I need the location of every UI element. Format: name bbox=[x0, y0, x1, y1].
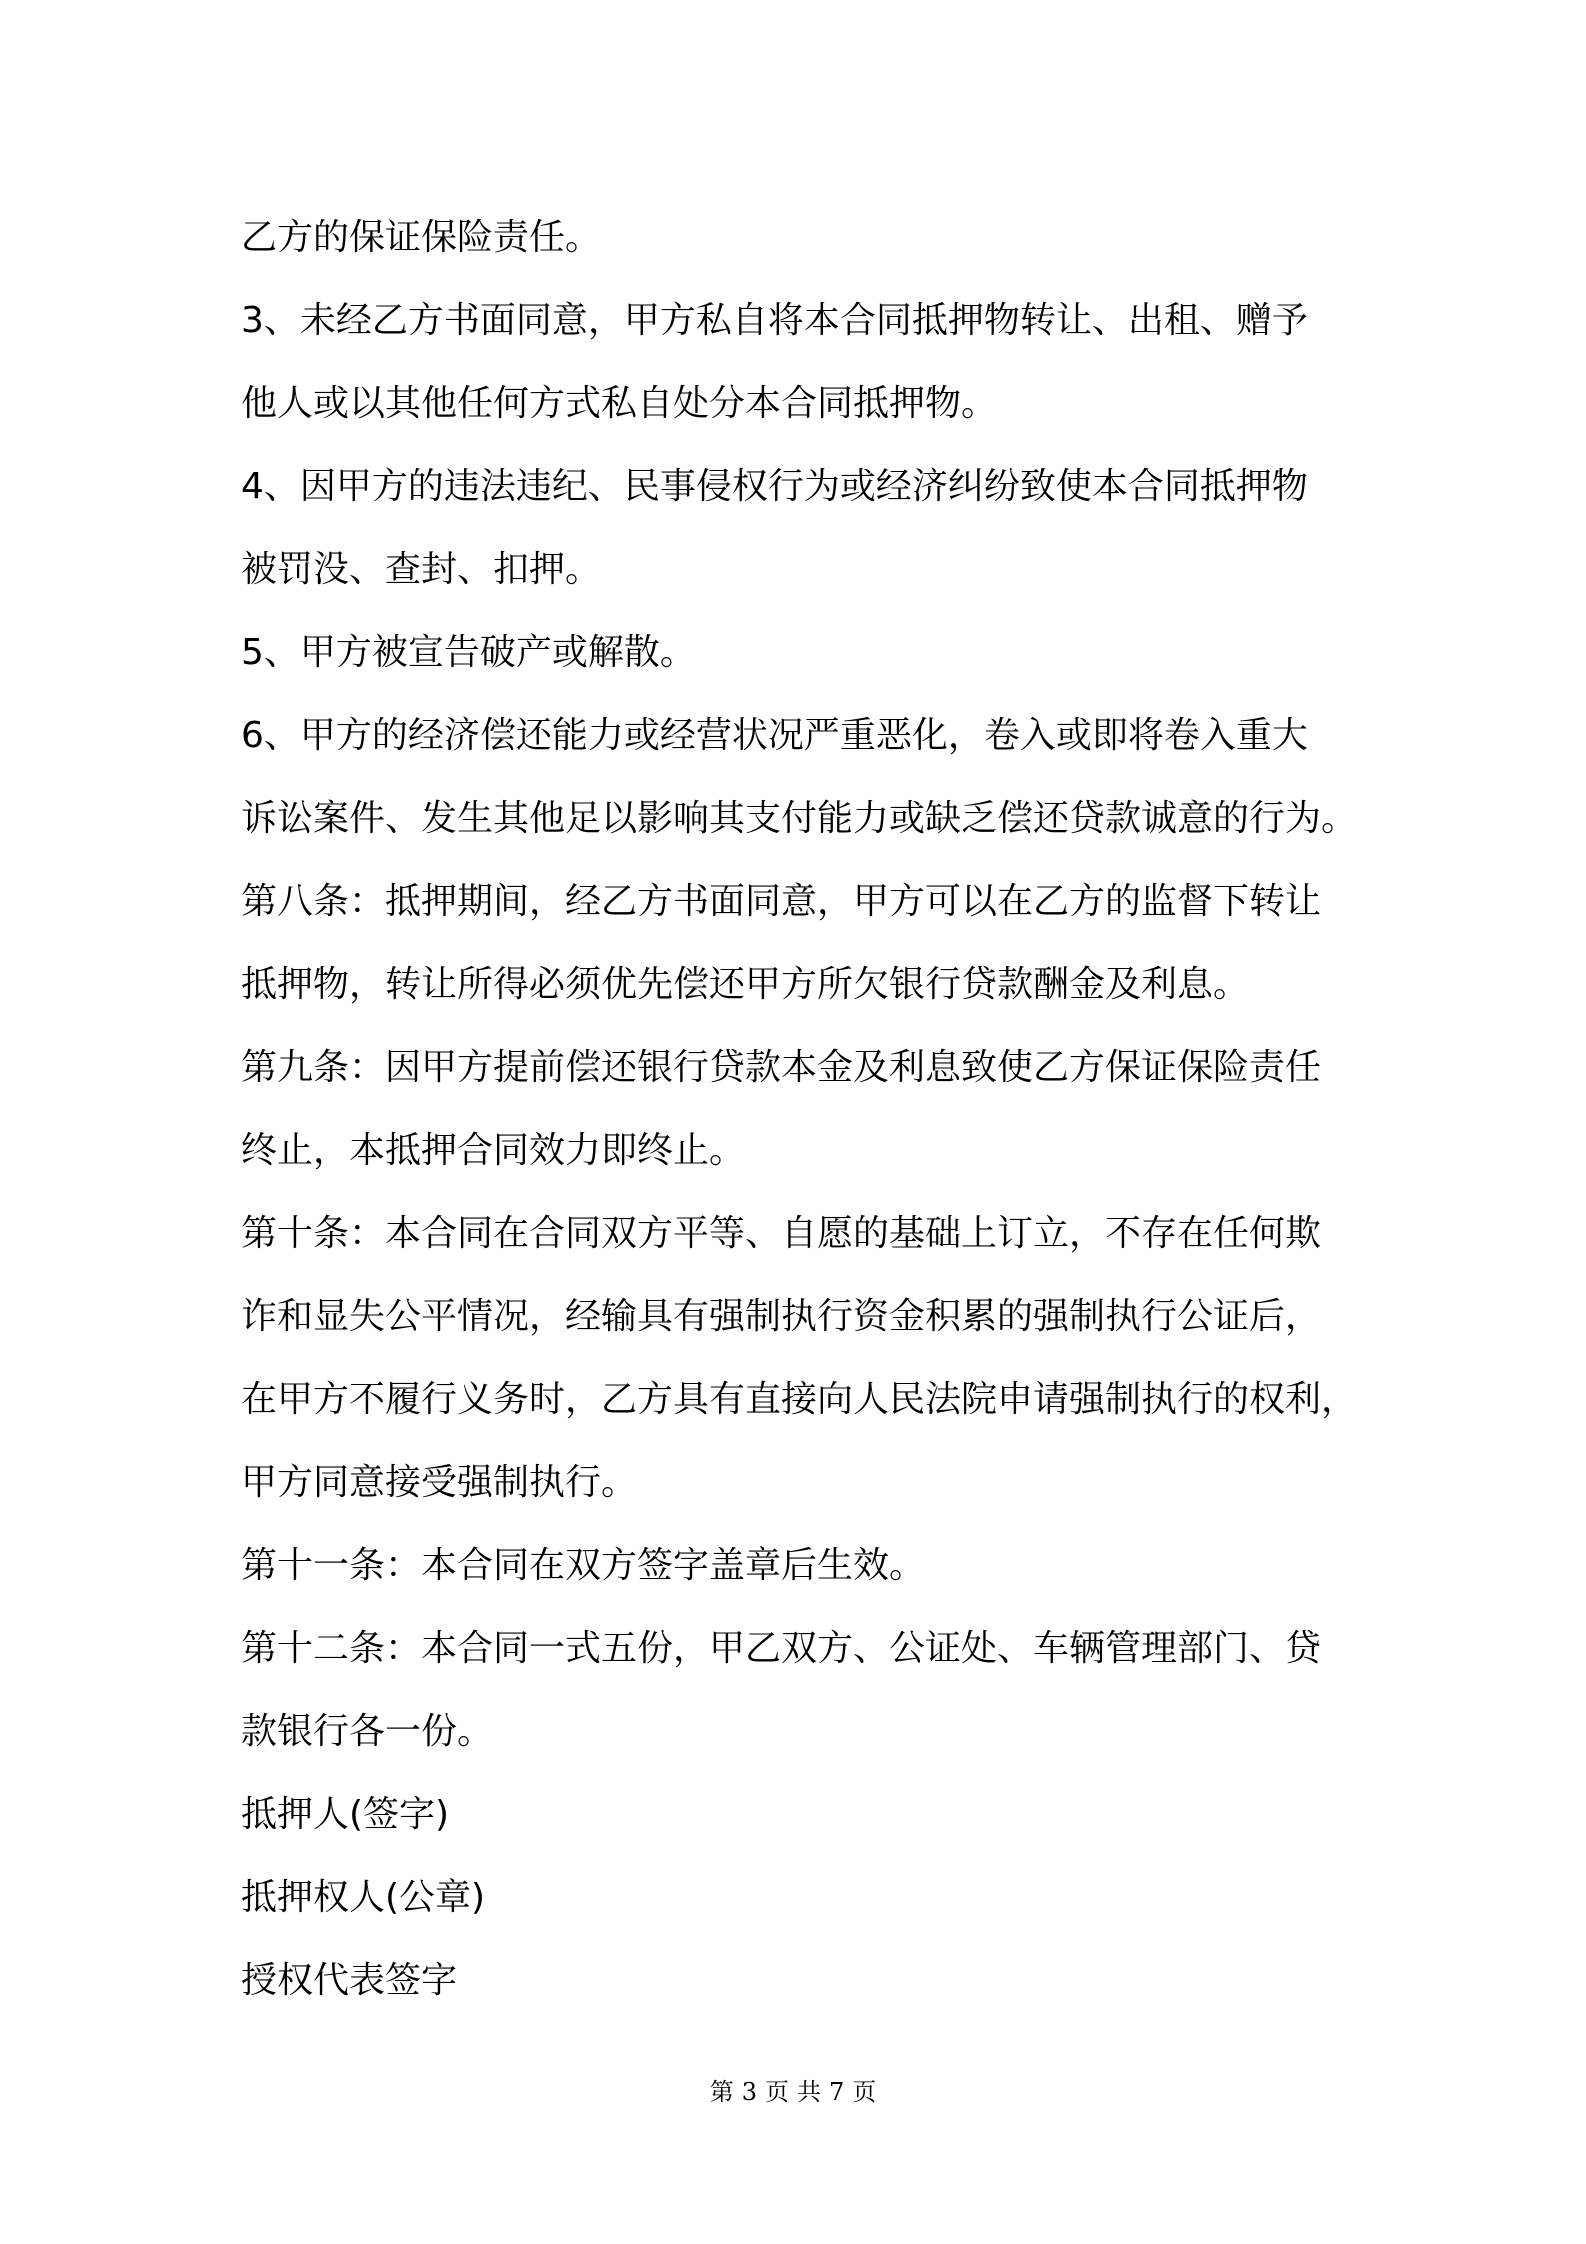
text-line: 抵押权人(公章) bbox=[241, 1877, 486, 1918]
text-line: 第十二条：本合同一式五份，甲乙双方、公证处、车辆管理部门、贷 bbox=[241, 1628, 1322, 1669]
text-line: 第十条：本合同在合同双方平等、自愿的基础上订立，不存在任何欺 bbox=[241, 1213, 1322, 1254]
text-line: 6、甲方的经济偿还能力或经营状况严重恶化，卷入或即将卷入重大 bbox=[241, 715, 1308, 756]
text-line: 乙方的保证保险责任。 bbox=[241, 217, 602, 258]
text-line: 第十一条：本合同在双方签字盖章后生效。 bbox=[241, 1545, 926, 1586]
footer-label-total: 共 bbox=[797, 2078, 821, 2106]
text-line: 甲方同意接受强制执行。 bbox=[241, 1462, 638, 1503]
text-line: 诈和显失公平情况，经输具有强制执行资金积累的强制执行公证后， bbox=[241, 1296, 1322, 1337]
text-line: 在甲方不履行义务时，乙方具有直接向人民法院申请强制执行的权利， bbox=[241, 1379, 1358, 1420]
text-line: 被罚没、查封、扣押。 bbox=[241, 549, 602, 590]
footer-label-unit: 页 bbox=[765, 2078, 789, 2106]
text-line: 4、因甲方的违法违纪、民事侵权行为或经济纠纷致使本合同抵押物 bbox=[241, 466, 1308, 507]
text-line: 他人或以其他任何方式私自处分本合同抵押物。 bbox=[241, 383, 998, 424]
text-line: 抵押物，转让所得必须优先偿还甲方所欠银行贷款酬金及利息。 bbox=[241, 964, 1250, 1005]
footer-label-unit-end: 页 bbox=[852, 2078, 877, 2106]
footer-label-page: 第 bbox=[709, 2078, 734, 2106]
text-line: 第八条：抵押期间，经乙方书面同意，甲方可以在乙方的监督下转让 bbox=[241, 881, 1322, 922]
text-line: 3、未经乙方书面同意，甲方私自将本合同抵押物转让、出租、赠予 bbox=[241, 300, 1308, 341]
text-line: 款银行各一份。 bbox=[241, 1711, 494, 1752]
document-body bbox=[241, 196, 1391, 2022]
page-number-footer bbox=[0, 2076, 1586, 2108]
text-line: 终止，本抵押合同效力即终止。 bbox=[241, 1130, 746, 1171]
footer-total-pages: 7 bbox=[829, 2078, 845, 2106]
text-line: 第九条：因甲方提前偿还银行贷款本金及利息致使乙方保证保险责任 bbox=[241, 1047, 1322, 1088]
text-line: 抵押人(签字) bbox=[241, 1794, 450, 1835]
text-line: 诉讼案件、发生其他足以影响其支付能力或缺乏偿还贷款诚意的行为。 bbox=[241, 798, 1358, 839]
text-line: 5、甲方被宣告破产或解散。 bbox=[241, 632, 696, 673]
footer-current-page: 3 bbox=[741, 2078, 757, 2106]
text-line: 授权代表签字 bbox=[241, 1960, 458, 2001]
